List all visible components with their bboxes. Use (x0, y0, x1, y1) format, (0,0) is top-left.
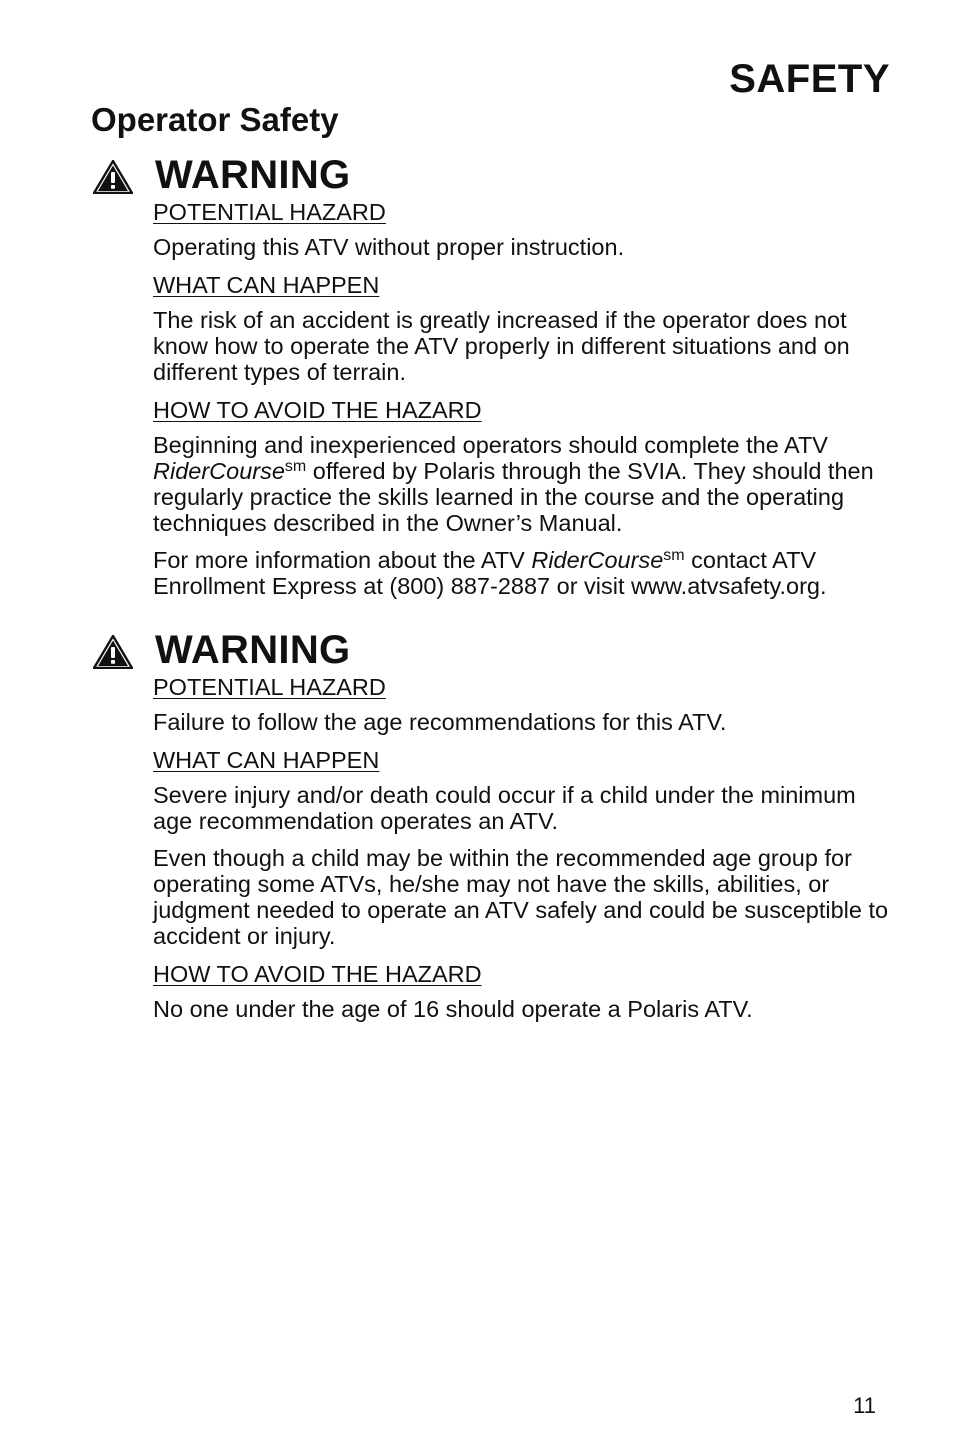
potential-hazard-text: Operating this ATV without proper instruction. (153, 234, 625, 260)
how-to-avoid-text: Beginning and inexperienced operators should complete the ATV RiderCourse$^{sm}$ offered by Polaris through the SVIA. They should then regularly practice the skills learned in the course and the operating techniques described in the Owner’s Manual. (153, 432, 874, 536)
what-can-happen-text-2: Even though a child may be within the recommended age group for operating some ATVs, he/she may not have the skills, abilities, or judgment needed to operate an ATV safely and could be susceptible to accident or injury. (153, 845, 889, 949)
potential-hazard-label: POTENTIAL HAZARD (153, 674, 386, 700)
ridercourse-name: RiderCourse (153, 458, 285, 484)
how-to-avoid-label: HOW TO AVOID THE HAZARD (153, 961, 482, 987)
more-info-text: For more information about the ATV RiderCourse$^{sm}$ contact ATV Enrollment Express at (800) 887-2887 or visit www.atvsafety.org. (153, 547, 827, 599)
how-to-avoid-label: HOW TO AVOID THE HAZARD (153, 397, 482, 423)
warning-body (153, 673, 898, 1022)
what-can-happen-text: The risk of an accident is greatly increased if the operator does not know how to operate the ATV properly in different situations and on different types of terrain. (153, 307, 850, 385)
ridercourse-name: RiderCourse (531, 547, 664, 573)
what-can-happen-label: WHAT CAN HAPPEN (153, 747, 380, 773)
potential-hazard-label: POTENTIAL HAZARD (153, 199, 386, 225)
service-mark: sm (284, 458, 307, 475)
warning-title: WARNING (155, 628, 351, 672)
what-can-happen-label: WHAT CAN HAPPEN (153, 272, 380, 298)
warning-body (153, 198, 898, 599)
warning-header (0, 627, 954, 673)
warning-triangle-icon (93, 160, 133, 194)
subsection-title: Operator Safety (91, 101, 339, 138)
section-title: SAFETY (729, 57, 890, 101)
warning-triangle-icon (93, 635, 133, 669)
how-to-avoid-text: No one under the age of 16 should operate a Polaris ATV. (153, 996, 753, 1022)
page-number: 11 (853, 1393, 876, 1418)
what-can-happen-text: Severe injury and/or death could occur if a child under the minimum age recommendation operates an ATV. (153, 782, 856, 834)
warning-title: WARNING (155, 153, 351, 197)
potential-hazard-text: Failure to follow the age recommendations for this ATV. (153, 709, 727, 735)
service-mark: sm (663, 547, 685, 564)
warning-header (0, 152, 954, 198)
